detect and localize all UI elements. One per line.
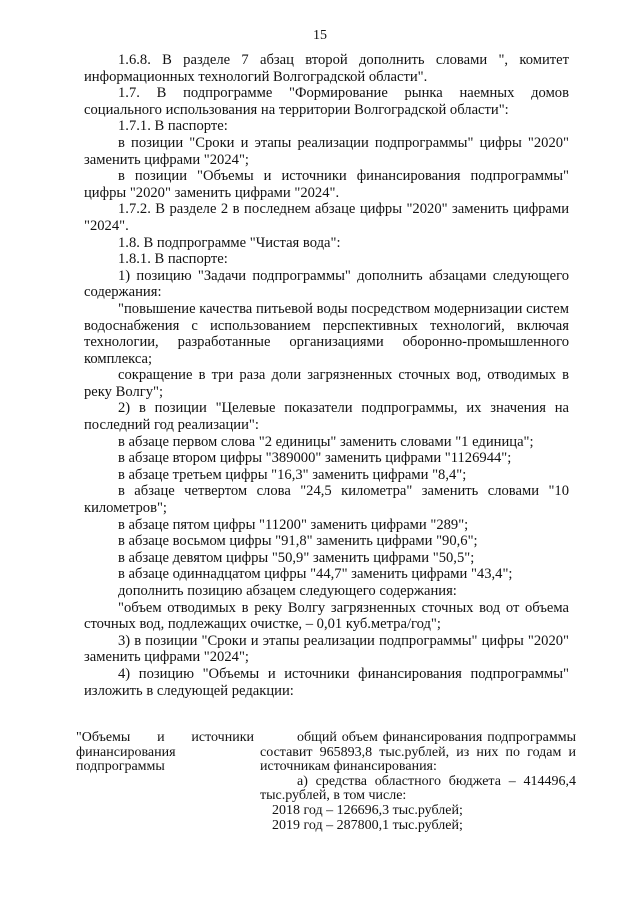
paragraph: 1) позицию "Задачи подпрограммы" дополнить абзацами следующего содержания: (84, 267, 569, 301)
paragraph: 1.7. В подпрограмме "Формирование рынка наемных домов социального использования на территории Волгоградской области": (84, 85, 569, 118)
paragraph: 1.8. В подпрограмме "Чистая вода": (118, 234, 341, 251)
paragraph: дополнить позицию абзацем следующего содержания: (118, 583, 457, 599)
paragraph: 3) в позиции "Сроки и этапы реализации подпрограммы" цифры "2020" заменить цифрами "2024"; (84, 632, 569, 666)
paragraph: в абзаце одиннадцатом цифры "44,7" заменить цифрами "43,4"; (118, 566, 513, 583)
paragraph: 1.8.1. В паспорте: (118, 251, 228, 268)
table-value-cell (260, 731, 576, 833)
table-value-line: общий объем финансирования подпрограммы составит 965893,8 тыс.рублей, из них по годам и источникам финансирования: (260, 730, 576, 775)
page-number: 15 (313, 28, 327, 43)
paragraph: в абзаце восьмом цифры "91,8" заменить цифрами "90,6"; (118, 533, 478, 550)
paragraph: в позиции "Объемы и источники финансирования подпрограммы" цифры "2020" заменить цифрами "2024". (84, 168, 569, 201)
paragraph: в абзаце пятом цифры "11200" заменить цифрами "289"; (118, 516, 469, 533)
table-value-line: 2019 год – 287800,1 тыс.рублей; (272, 817, 463, 833)
paragraph: в абзаце четвертом слова "24,5 километра" заменить словами "10 километров"; (84, 483, 569, 517)
document-body (84, 52, 569, 699)
paragraph: в абзаце первом слова "2 единицы" заменить словами "1 единица"; (118, 433, 534, 450)
paragraph: сокращение в три раза доли загрязненных сточных вод, отводимых в реку Волгу"; (84, 367, 569, 400)
paragraph: в абзаце втором цифры "389000" заменить цифрами "1126944"; (118, 450, 512, 467)
paragraph: 1.7.2. В разделе 2 в последнем абзаце цифры "2020" заменить цифрами "2024". (84, 201, 569, 234)
table-value-line: а) средства областного бюджета – 414496,4 тыс.рублей, в том числе: (260, 773, 576, 804)
paragraph: "повышение качества питьевой воды посредством модернизации систем водоснабжения с использованием перспективных технологий, включая технологии, разработанные организациями оборонно-промышленного комплекса; (84, 300, 569, 367)
paragraph: 1.7.1. В паспорте: (118, 118, 228, 135)
paragraph: 1.6.8. В разделе 7 абзац второй дополнить словами ", комитет информационных технологий Волгоградской области". (84, 52, 569, 85)
table-value-line: 2018 год – 126696,3 тыс.рублей; (272, 802, 463, 818)
paragraph: 4) позицию "Объемы и источники финансирования подпрограммы" изложить в следующей редакции: (84, 665, 569, 699)
paragraph: "объем отводимых в реку Волгу загрязненных сточных вод от объема сточных вод, подлежащих очистке, – 0,01 куб.метра/год"; (84, 599, 569, 633)
paragraph: в позиции "Сроки и этапы реализации подпрограммы" цифры "2020" заменить цифрами "2024"; (84, 134, 569, 168)
paragraph: в абзаце третьем цифры "16,3" заменить цифрами "8,4"; (118, 466, 467, 483)
paragraph: 2) в позиции "Целевые показатели подпрограммы, их значения на последний год реализации": (84, 400, 569, 434)
paragraph: в абзаце девятом цифры "50,9" заменить цифрами "50,5"; (118, 549, 475, 566)
table-label-cell: "Объемы и источники финансирования подпрограммы (76, 730, 254, 775)
